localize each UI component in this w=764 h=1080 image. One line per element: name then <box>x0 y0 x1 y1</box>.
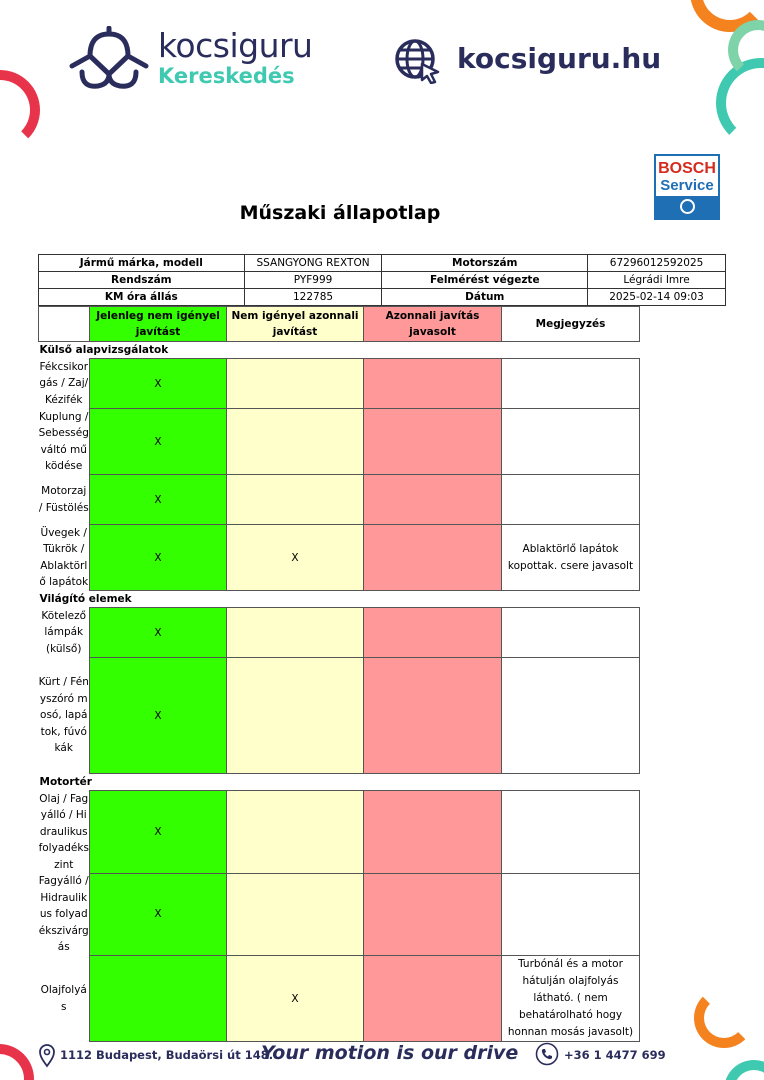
item-label: Kötelező lámpák (külső) <box>39 608 90 658</box>
mark-green: X <box>90 525 227 591</box>
note-cell: Turbónál és a motor hátulján olajfolyás látható. ( nem behatárolható hogy honnan mosás javasolt) <box>502 956 640 1042</box>
brand-name: kocsiguru <box>158 26 313 65</box>
bosch-line1: BOSCH <box>658 160 716 177</box>
date-label: Dátum <box>382 289 588 306</box>
section-line <box>227 774 640 791</box>
plate-label: Rendszám <box>39 272 245 289</box>
table-row <box>39 525 640 591</box>
address-text: 1112 Budapest, Budaörsi út 148. <box>60 1048 274 1062</box>
info-row <box>39 289 726 306</box>
mark-green: X <box>90 791 227 874</box>
item-label: Kürt / Fényszóró mosó, lapátok, fúvókák <box>39 658 90 774</box>
mark-green: X <box>90 359 227 409</box>
note-cell <box>502 359 640 409</box>
decor-arc-red-footer <box>0 1044 34 1080</box>
info-row <box>39 272 726 289</box>
item-label: Olajfolyás <box>39 956 90 1042</box>
item-label: Motorzaj / Füstölés <box>39 475 90 525</box>
header-notes: Megjegyzés <box>502 307 640 342</box>
mark-yellow <box>227 475 364 525</box>
mark-yellow <box>227 791 364 874</box>
engine-number-value: 67296012592025 <box>588 255 726 272</box>
mark-yellow: X <box>227 525 364 591</box>
section-line <box>227 342 640 359</box>
section-title: Világító elemek <box>39 593 132 605</box>
mark-red <box>364 359 502 409</box>
surveyor-label: Felmérést végezte <box>382 272 588 289</box>
bosch-text <box>656 156 718 196</box>
mark-yellow <box>227 608 364 658</box>
make-value: SSANGYONG REXTON <box>244 255 382 272</box>
km-value: 122785 <box>244 289 382 306</box>
mark-green: X <box>90 608 227 658</box>
section-row <box>39 774 640 791</box>
surveyor-value: Légrádi Imre <box>588 272 726 289</box>
plate-value: PYF999 <box>244 272 382 289</box>
note-cell <box>502 608 640 658</box>
condition-table <box>38 306 640 1042</box>
mark-yellow: X <box>227 956 364 1042</box>
mark-yellow <box>227 658 364 774</box>
page-header <box>0 0 764 120</box>
document-title: Műszaki állapotlap <box>239 202 441 224</box>
note-cell <box>502 658 640 774</box>
make-label: Jármű márka, modell <box>39 255 245 272</box>
engine-number-label: Motorszám <box>382 255 588 272</box>
mark-red <box>364 658 502 774</box>
table-row <box>39 658 640 774</box>
vehicle-info-table <box>38 254 726 306</box>
note-cell <box>502 873 640 956</box>
table-row <box>39 475 640 525</box>
page-footer <box>0 1028 764 1080</box>
table-row <box>39 873 640 956</box>
section-title: Motortér <box>39 776 92 788</box>
mark-green: X <box>90 409 227 475</box>
decor-arc-red-left <box>0 70 40 150</box>
slogan-text: Your motion is our drive <box>261 1042 519 1064</box>
decor-arc-teal-footer <box>724 1060 764 1080</box>
section-title: Külső alapvizsgálatok <box>39 344 169 356</box>
note-cell <box>502 791 640 874</box>
item-label: Fékcsikorgás / Zaj/ Kézifék <box>39 359 90 409</box>
note-cell: Ablaktörlő lapátok kopottak. csere javasolt <box>502 525 640 591</box>
table-row <box>39 608 640 658</box>
item-label: Üvegek / Tükrök / Ablaktörlő lapátok <box>39 525 90 591</box>
bosch-line2: Service <box>660 177 714 194</box>
mark-green: X <box>90 873 227 956</box>
mark-green: X <box>90 475 227 525</box>
note-cell <box>502 409 640 475</box>
item-label: Kuplung / Sebességváltó működése <box>39 409 90 475</box>
mark-yellow <box>227 873 364 956</box>
mark-green: X <box>90 658 227 774</box>
date-value: 2025-02-14 09:03 <box>588 289 726 306</box>
section-row <box>39 342 640 359</box>
mark-red <box>364 409 502 475</box>
table-row <box>39 359 640 409</box>
globe-cursor-icon <box>394 38 440 84</box>
header-urgent: Azonnali javítás javasolt <box>364 307 502 342</box>
mark-yellow <box>227 409 364 475</box>
section-row <box>39 591 640 608</box>
mark-red <box>364 608 502 658</box>
phone-icon <box>535 1042 559 1066</box>
info-row <box>39 255 726 272</box>
note-cell <box>502 475 640 525</box>
mark-red <box>364 873 502 956</box>
header-no-repair: Jelenleg nem igényel javítást <box>90 307 227 342</box>
mark-red <box>364 791 502 874</box>
table-row <box>39 409 640 475</box>
km-label: KM óra állás <box>39 289 245 306</box>
header-blank-cell <box>39 307 90 342</box>
mark-yellow <box>227 359 364 409</box>
bosch-armature-icon <box>680 199 695 214</box>
brand-subtitle: Kereskedés <box>158 64 295 88</box>
item-label: Olaj / Fagyálló / Hidraulikus folyadékszint <box>39 791 90 874</box>
mark-red <box>364 525 502 591</box>
section-line <box>227 591 640 608</box>
item-label: Fagyálló / Hidraulikus folyadékszivárgás <box>39 873 90 956</box>
kocsiguru-logo-icon <box>68 26 150 92</box>
decor-arc-orange-footer <box>694 988 754 1048</box>
header-row <box>39 307 640 342</box>
header-not-urgent: Nem igényel azonnali javítást <box>227 307 364 342</box>
mark-red <box>364 475 502 525</box>
table-row <box>39 791 640 874</box>
site-url: kocsiguru.hu <box>457 42 662 75</box>
phone-number: +36 1 4477 699 <box>564 1048 666 1062</box>
location-pin-icon <box>38 1044 56 1068</box>
